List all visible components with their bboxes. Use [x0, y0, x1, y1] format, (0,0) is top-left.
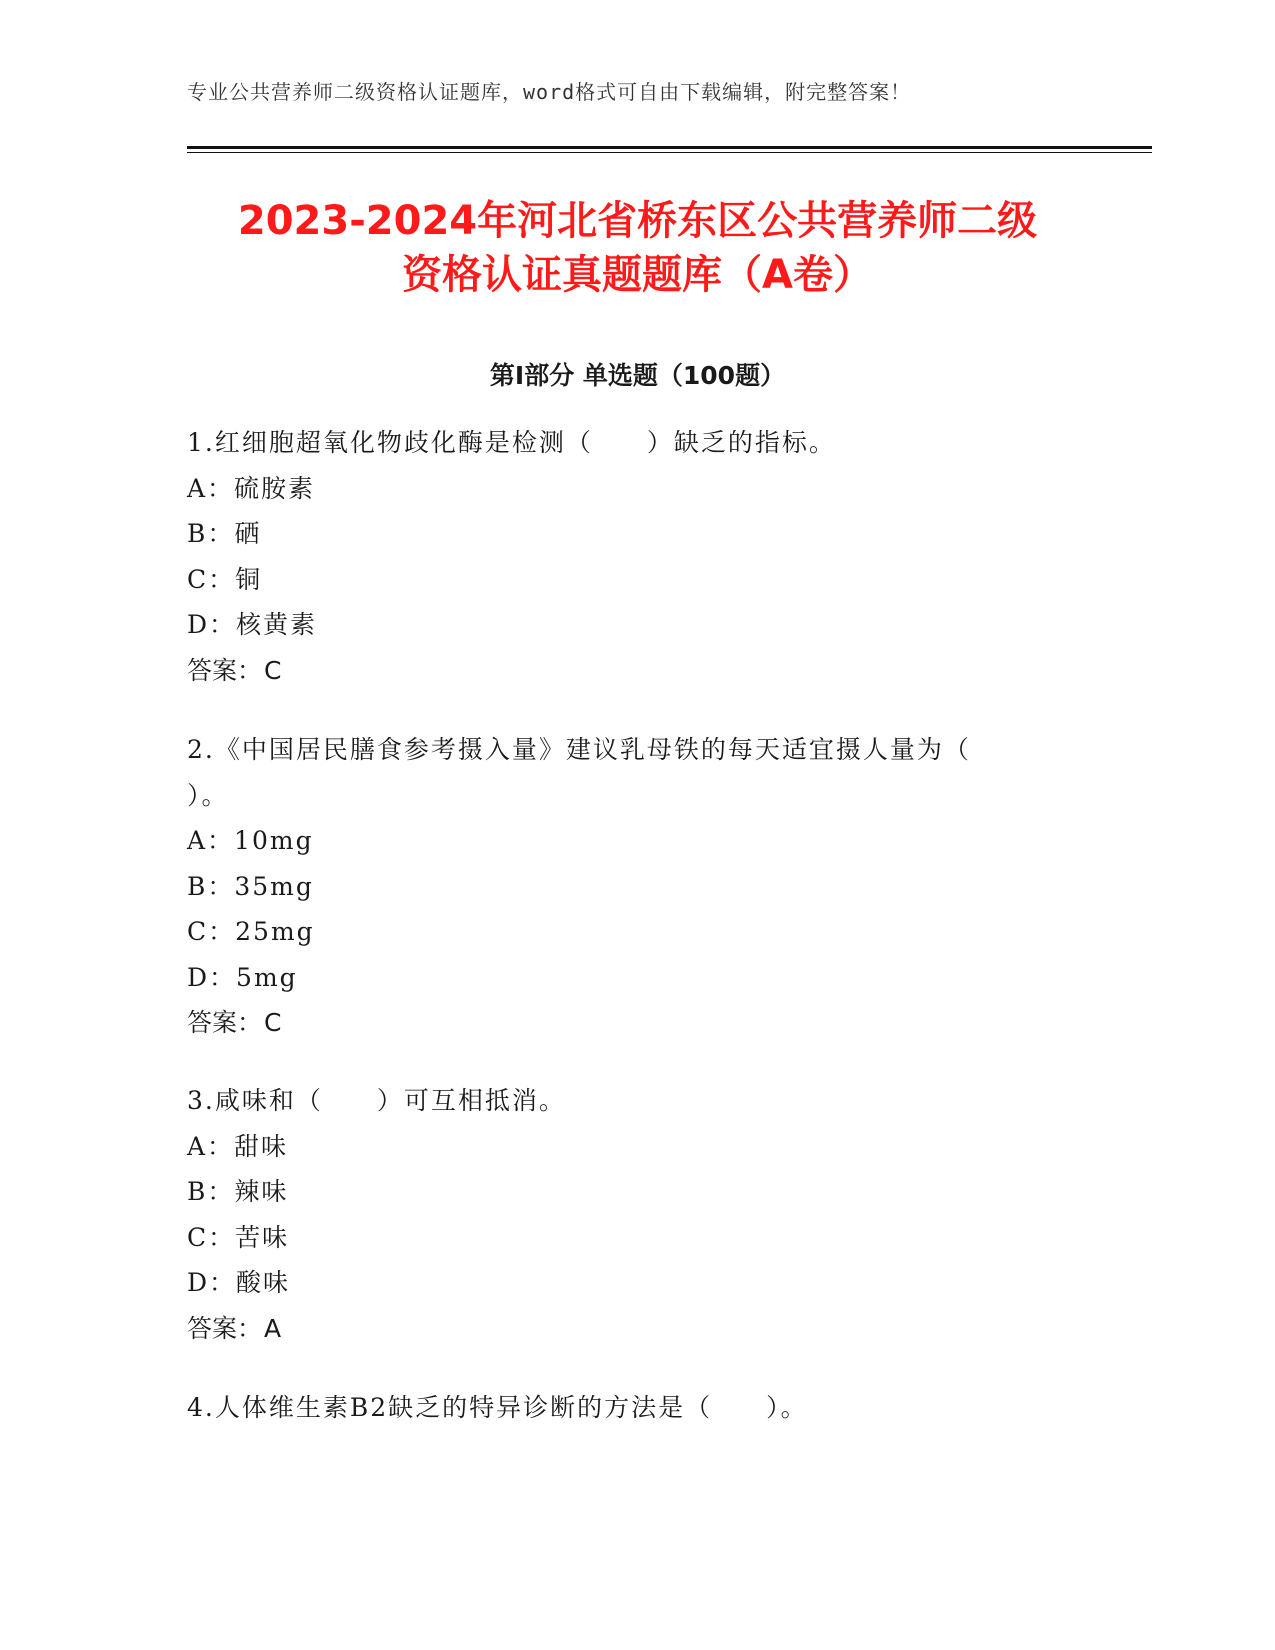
answer-value: C — [264, 655, 282, 685]
document-title — [100, 194, 1175, 302]
answer-label: 答案： — [187, 1008, 263, 1037]
header-note: 专业公共营养师二级资格认证题库，word格式可自由下载编辑，附完整答案！ — [187, 80, 912, 104]
answer — [187, 1306, 1067, 1352]
answer-value: A — [264, 1313, 282, 1343]
option-d: D：核黄素 — [187, 610, 318, 639]
question-4 — [187, 1385, 1067, 1431]
answer — [187, 648, 1067, 694]
answer-value: C — [264, 1008, 282, 1037]
header-rule-thick — [187, 146, 1152, 149]
answer-label: 答案： — [187, 655, 263, 685]
title-line-1: 2023-2024年河北省桥东区公共营养师二级 — [237, 198, 1038, 244]
title-line-2: 资格认证真题题库（A卷） — [402, 252, 873, 298]
option-b: B：35mg — [187, 871, 314, 901]
option-c: C：苦味 — [187, 1222, 290, 1252]
answer — [187, 1000, 1067, 1046]
option-d: D：酸味 — [187, 1268, 291, 1297]
option-b: B：辣味 — [187, 1177, 289, 1206]
question-1 — [187, 420, 1067, 693]
option-d: D：5mg — [187, 962, 298, 992]
option-b: B：硒 — [187, 519, 262, 548]
section-heading: 第Ⅰ部分 单选题（100题） — [489, 361, 786, 390]
question-stem: 4.人体维生素B2缺乏的特异诊断的方法是（ ）。 — [187, 1393, 808, 1422]
option-a: A：甜味 — [187, 1131, 289, 1161]
question-stem-continued: ）。 — [187, 780, 229, 810]
question-stem: 3.咸味和（ ）可互相抵消。 — [187, 1086, 566, 1115]
question-3 — [187, 1078, 1067, 1351]
option-a: A：硫胺素 — [187, 473, 316, 503]
answer-label: 答案： — [187, 1313, 263, 1343]
question-stem: 1.红细胞超氧化物歧化酶是检测（ ）缺乏的指标。 — [187, 428, 836, 457]
question-stem: 2.《中国居民膳食参考摄入量》建议乳母铁的每天适宜摄人量为（ — [187, 735, 971, 764]
option-c: C：铜 — [187, 564, 263, 594]
option-a: A：10mg — [187, 826, 314, 855]
question-2 — [187, 727, 1067, 1046]
header-rule-thin — [187, 152, 1152, 153]
option-c: C：25mg — [187, 917, 315, 946]
